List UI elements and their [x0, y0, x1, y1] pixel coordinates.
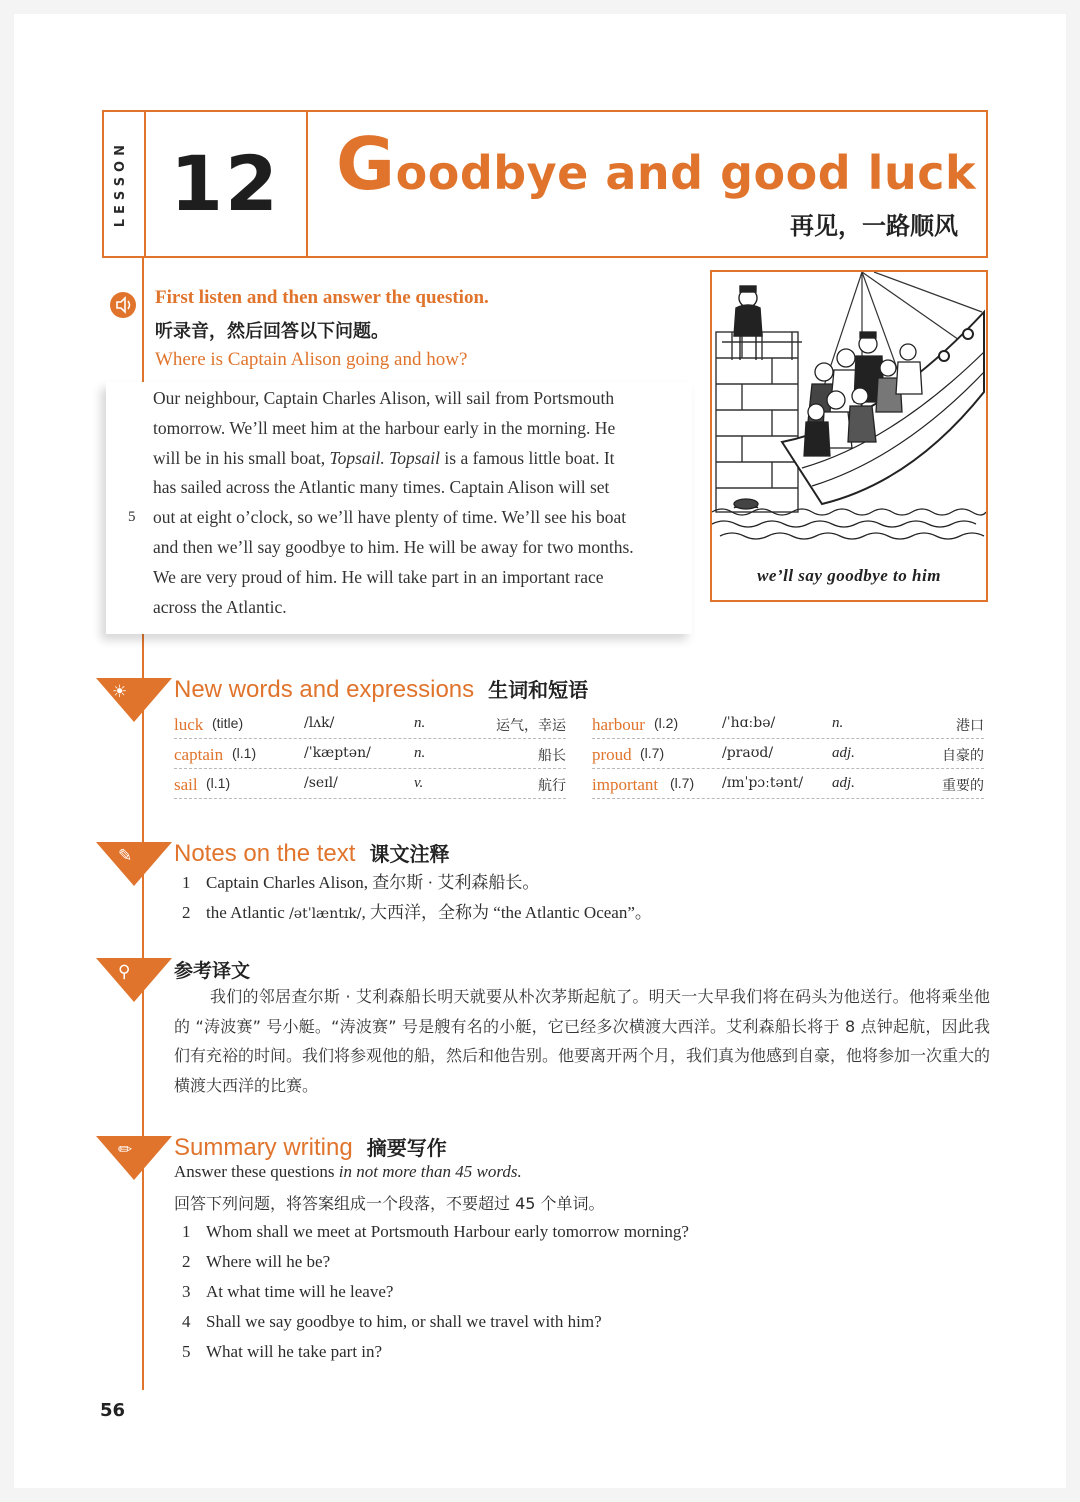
- passage-line: Our neighbour, Captain Charles Alison, will sail from Portsmouth: [153, 388, 615, 408]
- passage-line: We are very proud of him. He will take part in an important race: [153, 566, 604, 587]
- line-number: 5: [128, 509, 136, 526]
- summary-instruction-zh: 回答下列问题，将答案组成一个段落，不要超过 45 个单词。: [174, 1194, 605, 1213]
- summary-question: 5 What will he take part in?: [182, 1342, 383, 1361]
- passage-line: will be in his small boat, Topsail. Topsail is a famous little boat. It: [153, 447, 615, 468]
- passage-line: tomorrow. We’ll meet him at the harbour early in the morning. He: [153, 417, 616, 438]
- lesson-title-initial: G: [336, 122, 396, 206]
- listen-instruction-zh: 听录音，然后回答以下问题。: [155, 321, 389, 342]
- lesson-title-rest: oodbye and good luck: [395, 146, 977, 200]
- lesson-label-column: [104, 112, 146, 256]
- speaker-icon[interactable]: [110, 292, 136, 318]
- note-item: 2 the Atlantic /ətˈlæntɪk/, 大西洋，全称为 “the Atlantic Ocean”。: [182, 903, 652, 922]
- new-words-heading: New words and expressions 生词和短语: [174, 676, 589, 703]
- translation-text: 我们的邻居查尔斯 · 艾利森船长明天就要从朴次茅斯起航了。明天一大早我们将在码头为他送行。他将乘坐他的 “涛波赛” 号小艇。“涛波赛” 号是艘有名的小艇，它已经多次横渡大西洋。艾利森船长将于 8 点钟起航，因此我们有充裕的时间。我们将参观他的船，然后和他告别。他要离开两个月，我们真为他感到自豪，他将参加一次重大的横渡大西洋的比赛。: [174, 987, 991, 1095]
- pencil-icon: ✏: [118, 1140, 133, 1160]
- passage: [128, 384, 693, 622]
- listen-instruction-en: First listen and then answer the question.: [155, 287, 489, 308]
- vocab-row: harbour (l.2) /ˈhɑːbə/ n. 港口: [592, 712, 984, 739]
- illustration-caption: we’ll say goodbye to him: [757, 566, 941, 585]
- notes-heading: Notes on the text 课文注释: [174, 840, 450, 867]
- listen-question: Where is Captain Alison going and how?: [155, 349, 468, 370]
- passage-line: and then we’ll say goodbye to him. He will be away for two months.: [153, 536, 634, 557]
- summary-heading: Summary writing 摘要写作: [174, 1134, 447, 1161]
- lesson-number: 12: [144, 112, 308, 256]
- vocab-row: sail (l.1) /seɪl/ v. 航行: [174, 772, 566, 799]
- translation-heading: 参考译文: [174, 960, 251, 982]
- page-number: 56: [100, 1400, 126, 1421]
- summary-instruction: Answer these questions in not more than 45 words.: [174, 1162, 522, 1181]
- section-marker: [96, 678, 172, 722]
- lightbulb-icon: ☀: [112, 682, 128, 702]
- lesson-subtitle-zh: 再见，一路顺风: [790, 212, 958, 240]
- vocab-row: captain (l.1) /ˈkæptən/ n. 船长: [174, 742, 566, 769]
- boat-name: Topsail. Topsail: [329, 447, 441, 468]
- passage-line: 5 out at eight o’clock, so we’ll have plenty of time. We’ll see his boat: [153, 503, 693, 533]
- section-marker: [96, 842, 172, 886]
- vocab-row: proud (l.7) /praʊd/ adj. 自豪的: [592, 742, 984, 769]
- summary-question: 4 Shall we say goodbye to him, or shall we travel with him?: [182, 1312, 602, 1331]
- section-marker: [96, 958, 172, 1002]
- note-item: 1 Captain Charles Alison, 查尔斯 · 艾利森船长。: [182, 873, 540, 892]
- pen-nib-icon: ✎: [118, 846, 133, 866]
- magnifier-icon: ⚲: [118, 962, 131, 982]
- lesson-label: LESSON: [113, 140, 128, 228]
- vocab-row: luck (title) /lʌk/ n. 运气，幸运: [174, 712, 566, 739]
- lesson-title: [336, 122, 976, 206]
- summary-question: 3 At what time will he leave?: [182, 1282, 394, 1301]
- section-marker: [96, 1136, 172, 1180]
- textbook-page: [14, 14, 1066, 1488]
- summary-question: 1 Whom shall we meet at Portsmouth Harbour early tomorrow morning?: [182, 1222, 689, 1241]
- lesson-header: [102, 110, 988, 258]
- summary-question: 2 Where will he be?: [182, 1252, 331, 1271]
- illustration: [710, 270, 988, 602]
- boat-illustration: [712, 272, 986, 542]
- passage-line: across the Atlantic.: [153, 596, 287, 617]
- vocab-row: important (l.7) /ɪmˈpɔːtənt/ adj. 重要的: [592, 772, 984, 799]
- passage-line: has sailed across the Atlantic many times. Captain Alison will set: [153, 477, 610, 498]
